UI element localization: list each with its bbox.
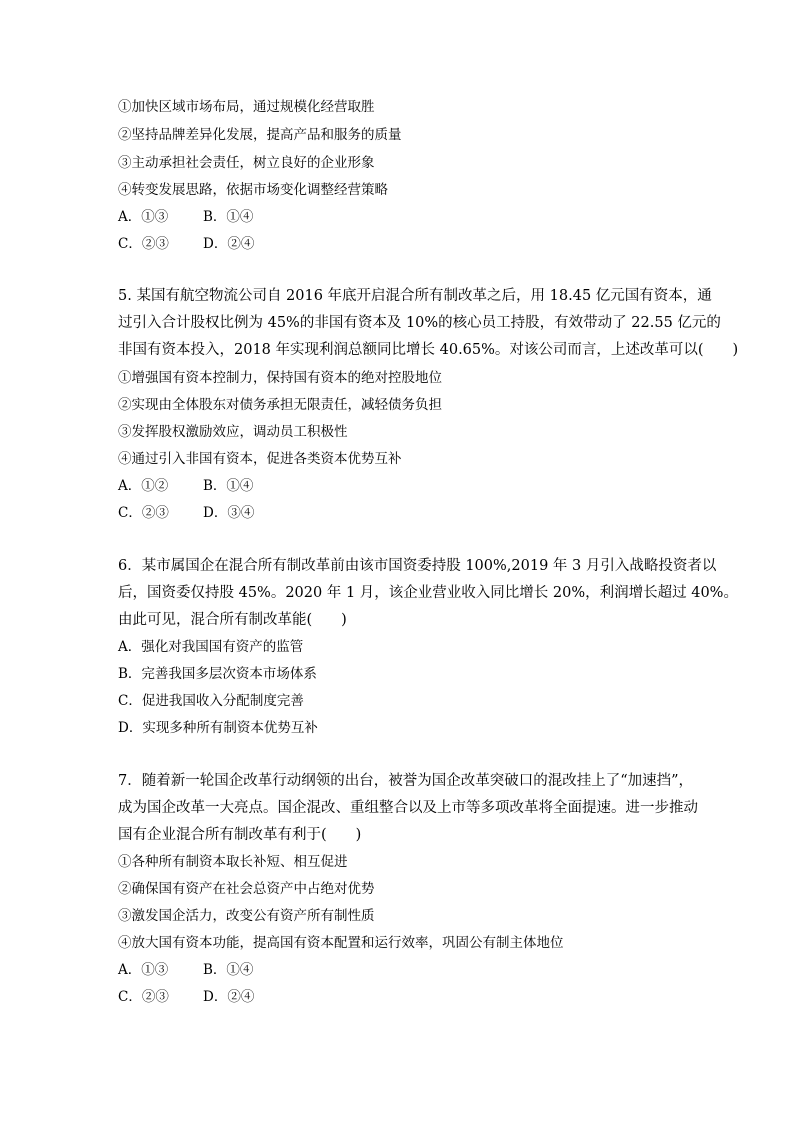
q5-choice-c: C．②③ — [118, 505, 169, 521]
q7-choice-d: D．②④ — [203, 989, 255, 1005]
q4-statement-4: ④转变发展思路，依据市场变化调整经营策略 — [118, 182, 388, 198]
q7-choice-a: A．①③ — [118, 962, 169, 978]
q5-choice-row-2 — [118, 501, 255, 521]
q7-choice-c: C．②③ — [118, 989, 169, 1005]
q7-choice-row-1 — [118, 958, 254, 978]
q6-stem-line-1: 6．某市属国企在混合所有制改革前由该市国资委持股 100%,2019 年 3 月引入战略投资者以 — [118, 558, 717, 574]
q7-statement-3: ③激发国企活力，改变公有资产所有制性质 — [118, 908, 375, 924]
q4-choice-b: B．①④ — [203, 209, 254, 225]
q7-statement-2: ②确保国有资产在社会总资产中占绝对优势 — [118, 881, 375, 897]
q7-statement-4: ④放大国有资本功能，提高国有资本配置和运行效率，巩固公有制主体地位 — [118, 935, 564, 951]
q6-option-d: D．实现多种所有制资本优势互补 — [118, 720, 318, 736]
q4-choice-a: A．①③ — [118, 209, 169, 225]
q7-choice-b: B．①④ — [203, 962, 254, 978]
q4-statement-2: ②坚持品牌差异化发展，提高产品和服务的质量 — [118, 127, 402, 143]
q6-stem-line-3: 由此可见，混合所有制改革能( ) — [118, 612, 347, 628]
q6-option-c: C．促进我国收入分配制度完善 — [118, 693, 304, 709]
q5-stem-line-2: 过引入合计股权比例为 45%的非国有资本及 10%的核心员工持股，有效带动了 22.55 亿元的 — [118, 315, 721, 331]
q7-statement-1: ①各种所有制资本取长补短、相互促进 — [118, 854, 348, 870]
q7-stem-line-2: 成为国企改革一大亮点。国企混改、重组整合以及上市等多项改革将全面提速。进一步推动 — [118, 800, 698, 816]
q5-statement-3: ③发挥股权激励效应，调动员工积极性 — [118, 424, 348, 440]
q5-choice-a: A．①② — [118, 478, 169, 494]
q7-stem-line-3: 国有企业混合所有制改革有利于( ) — [118, 827, 362, 843]
q5-statement-2: ②实现由全体股东对债务承担无限责任，减轻债务负担 — [118, 397, 442, 413]
q6-stem-line-2: 后，国资委仅持股 45%。2020 年 1 月，该企业营业收入同比增长 20%，利润增长超过 40%。 — [118, 585, 738, 601]
q5-choice-d: D．③④ — [203, 505, 255, 521]
q4-choice-d: D．②④ — [203, 236, 255, 252]
q6-option-b: B．完善我国多层次资本市场体系 — [118, 666, 317, 682]
q4-statement-1: ①加快区域市场布局，通过规模化经营取胜 — [118, 99, 375, 115]
q5-choice-b: B．①④ — [203, 478, 254, 494]
q4-choice-c: C．②③ — [118, 236, 169, 252]
q5-stem-line-3: 非国有资本投入，2018 年实现利润总额同比增长 40.65%。对该公司而言，上述改革可以( ) — [118, 342, 739, 358]
q6-option-a: A．强化对我国国有资产的监管 — [118, 639, 304, 655]
q4-choice-row-2 — [118, 232, 255, 252]
q7-stem-line-1: 7．随着新一轮国企改革行动纲领的出台，被誉为国企改革突破口的混改挂上了“加速挡”， — [118, 773, 694, 789]
q5-statement-4: ④通过引入非国有资本，促进各类资本优势互补 — [118, 451, 402, 467]
q5-stem-line-1: 5. 某国有航空物流公司自 2016 年底开启混合所有制改革之后，用 18.45 亿元国有资本，通 — [118, 288, 712, 304]
q5-statement-1: ①增强国有资本控制力，保持国有资本的绝对控股地位 — [118, 370, 442, 386]
q7-choice-row-2 — [118, 985, 255, 1005]
q5-choice-row-1 — [118, 474, 254, 494]
q4-statement-3: ③主动承担社会责任，树立良好的企业形象 — [118, 155, 375, 171]
q4-choice-row-1 — [118, 205, 254, 225]
